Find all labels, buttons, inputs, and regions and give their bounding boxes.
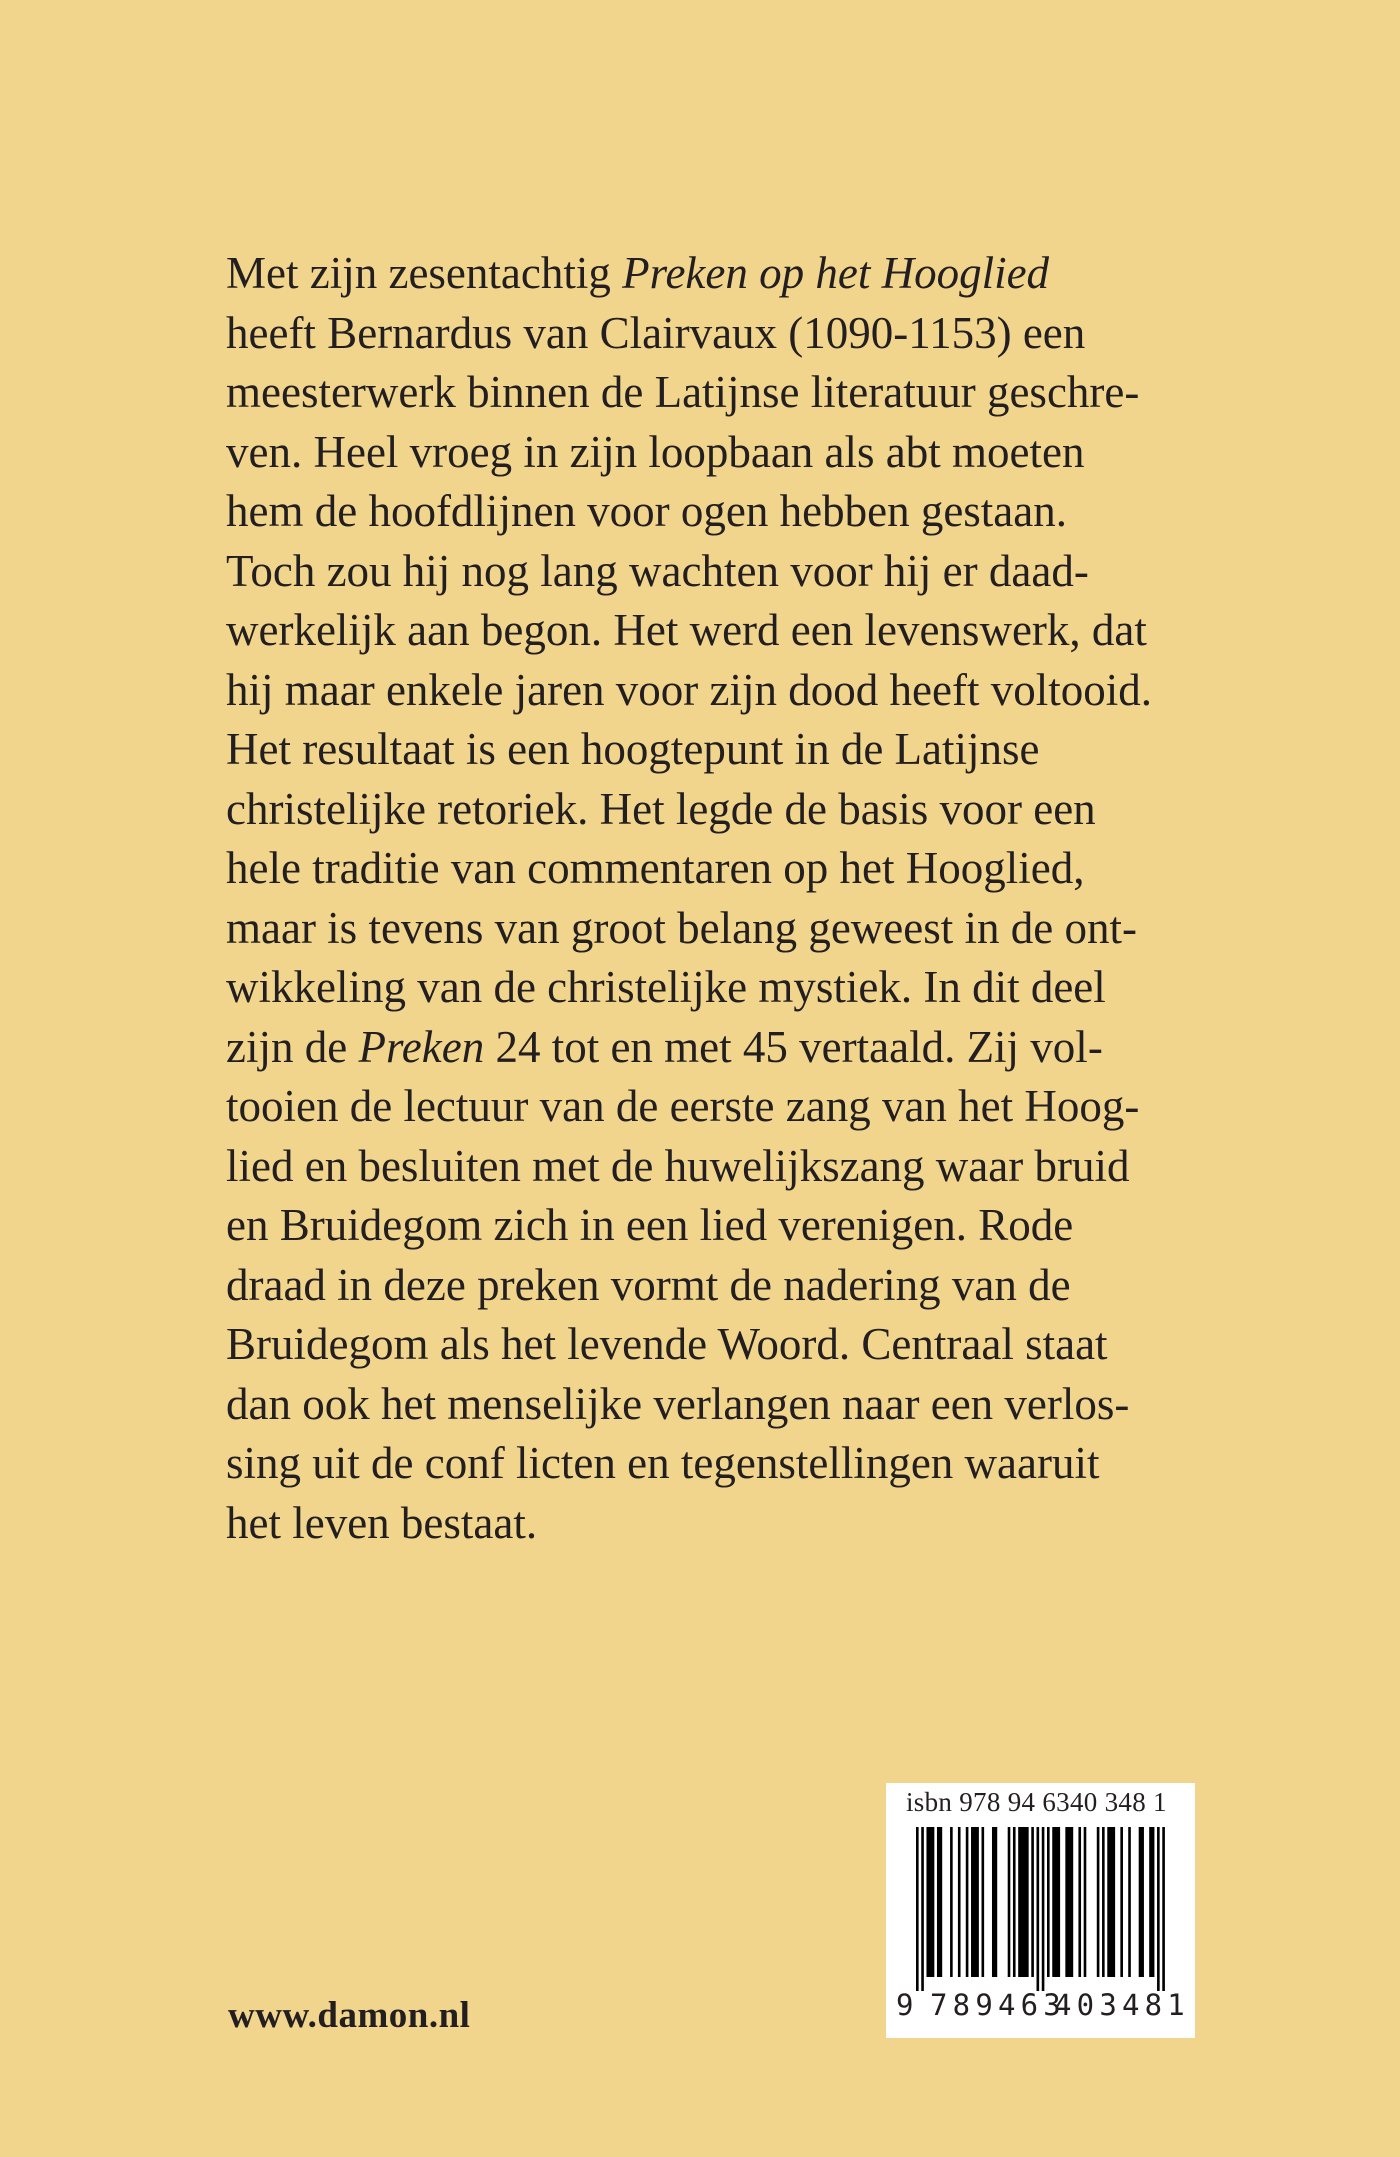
blurb-line: hem de hoofdlijnen voor ogen hebben gestaan. [226, 486, 1068, 536]
barcode-guard-bar [1037, 1827, 1040, 1991]
blurb-line: meesterwerk binnen de Latijnse literatuur geschre- [226, 367, 1140, 417]
ean-first-digit: 9 [896, 1988, 914, 2022]
barcode-bar [926, 1827, 934, 1977]
isbn-barcode-block [886, 1783, 1195, 2038]
barcode-bar [1084, 1827, 1087, 1977]
barcode-bar [1139, 1827, 1144, 1977]
blurb-line: christelijke retoriek. Het legde de basis voor een [226, 783, 1096, 834]
barcode-bar [1008, 1827, 1011, 1977]
cover-blurb [226, 244, 1226, 1553]
barcode-bar [1018, 1827, 1028, 1977]
barcode-guard-bar [1162, 1827, 1165, 1991]
blurb-line: wikkeling van de christelijke mystiek. In dit deel [226, 962, 1106, 1012]
blurb-line: werkelijk aan begon. Het werd een levenswerk, dat [226, 605, 1147, 655]
blurb-line: lied en besluiten met de huwelijkszang waar bruid [226, 1140, 1130, 1191]
blurb-line: maar is tevens van groot belang geweest in de ont- [226, 902, 1137, 953]
barcode-guard-bar [1157, 1827, 1160, 1991]
barcode-bar [1120, 1827, 1123, 1977]
blurb-line: Met zijn zesentachtig Preken op het Hooglied [226, 248, 1050, 298]
barcode-bar [1128, 1827, 1131, 1977]
blurb-line: en Bruidegom zich in een lied verenigen. Rode [226, 1200, 1074, 1250]
blurb-line: zijn de Preken 24 tot en met 45 vertaald. Zij vol- [226, 1021, 1103, 1072]
isbn-label: isbn 978 94 6340 348 1 [906, 1787, 1167, 1817]
barcode-guard-bar [1042, 1827, 1045, 1991]
barcode-bar [992, 1827, 997, 1977]
barcode-bar [1149, 1827, 1154, 1977]
barcode-bar [1013, 1827, 1016, 1977]
blurb-line: sing uit de conf licten en tegenstellingen waaruit [226, 1438, 1100, 1488]
barcode-guard-bar [916, 1827, 919, 1991]
blurb-line: draad in deze preken vormt de nadering van de [226, 1259, 1071, 1310]
blurb-line: tooien de lectuur van de eerste zang van het Hoog- [226, 1081, 1140, 1131]
barcode-bar [950, 1827, 953, 1977]
barcode-bar [1031, 1827, 1034, 1977]
blurb-line: Toch zou hij nog lang wachten voor hij er daad- [226, 545, 1089, 596]
blurb-line: het leven bestaat. [226, 1497, 538, 1548]
barcode-bar [1097, 1827, 1100, 1977]
blurb-line: heeft Bernardus van Clairvaux (1090-1153) een [226, 307, 1086, 358]
ean-right-digits: 403481 [1054, 1988, 1190, 2022]
barcode-bar [1078, 1827, 1081, 1977]
ean-left-digits: 789463 [930, 1988, 1066, 2022]
barcode-bar [1052, 1827, 1060, 1977]
blurb-line: dan ook het menselijke verlangen naar een verlos- [226, 1378, 1130, 1429]
blurb-line: ven. Heel vroeg in zijn loopbaan als abt moeten [226, 426, 1085, 477]
blurb-line: hele traditie van commentaren op het Hooglied, [226, 843, 1085, 893]
barcode-bar [982, 1827, 985, 1977]
barcode-bar [966, 1827, 969, 1977]
barcode-bar [971, 1827, 979, 1977]
barcode-bar [937, 1827, 942, 1977]
blurb-line: Bruidegom als het levende Woord. Centraal staat [226, 1319, 1108, 1369]
publisher-website: www.damon.nl [228, 1995, 471, 2036]
barcode-bar [958, 1827, 961, 1977]
barcode-image [886, 1821, 1195, 1991]
barcode-bar [1107, 1827, 1115, 1977]
barcode-bar [1065, 1827, 1073, 1977]
barcode-bar [1102, 1827, 1105, 1977]
barcode-bar [1047, 1827, 1050, 1977]
barcode-guard-bar [921, 1827, 924, 1991]
blurb-line: hij maar enkele jaren voor zijn dood heeft voltooid. [226, 664, 1152, 715]
blurb-line: Het resultaat is een hoogtepunt in de Latijnse [226, 724, 1040, 774]
